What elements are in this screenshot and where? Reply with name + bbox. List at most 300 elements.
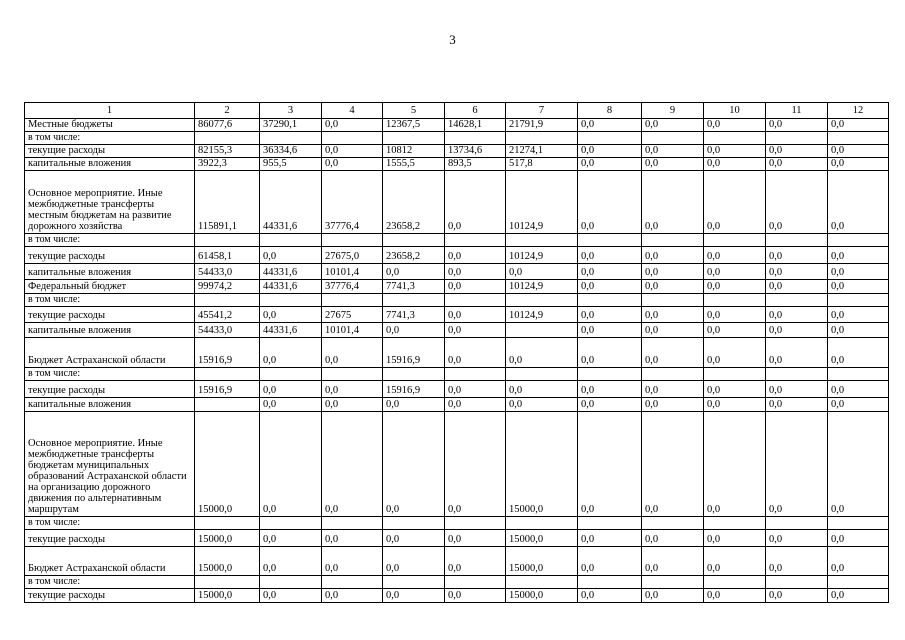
value-cell — [828, 517, 889, 530]
value-cell — [642, 132, 704, 145]
value-cell: 0,0 — [828, 145, 889, 158]
value-cell: 21274,1 — [506, 145, 578, 158]
value-cell: 0,0 — [260, 381, 322, 398]
value-cell: 27675 — [322, 307, 383, 323]
column-header: 1 — [25, 103, 195, 119]
value-cell: 0,0 — [828, 247, 889, 264]
value-cell: 0,0 — [578, 338, 642, 368]
value-cell: 54433,0 — [195, 264, 260, 280]
value-cell — [578, 132, 642, 145]
value-cell: 0,0 — [642, 338, 704, 368]
value-cell: 0,0 — [383, 589, 445, 603]
column-header: 11 — [766, 103, 828, 119]
column-header: 4 — [322, 103, 383, 119]
value-cell: 0,0 — [260, 398, 322, 412]
value-cell: 0,0 — [642, 323, 704, 338]
column-header: 5 — [383, 103, 445, 119]
value-cell: 0,0 — [578, 307, 642, 323]
value-cell: 0,0 — [445, 589, 506, 603]
value-cell: 0,0 — [828, 398, 889, 412]
value-cell: 0,0 — [322, 547, 383, 576]
value-cell: 0,0 — [260, 307, 322, 323]
value-cell — [642, 368, 704, 381]
row-label: текущие расходы — [25, 381, 195, 398]
value-cell: 0,0 — [766, 307, 828, 323]
value-cell — [766, 576, 828, 589]
table-row — [25, 589, 889, 603]
value-cell — [766, 294, 828, 307]
value-cell — [506, 234, 578, 247]
page-number: 3 — [449, 32, 456, 47]
value-cell: 0,0 — [704, 530, 766, 547]
value-cell: 0,0 — [260, 247, 322, 264]
value-cell: 44331,6 — [260, 280, 322, 294]
value-cell: 0,0 — [704, 323, 766, 338]
table-row — [25, 576, 889, 589]
value-cell: 0,0 — [445, 547, 506, 576]
value-cell: 0,0 — [766, 145, 828, 158]
value-cell: 0,0 — [578, 264, 642, 280]
row-label: Основное мероприятие. Иные межбюджетные трансферты бюджетам муниципальных образований Астраханской области на организацию дорожного движения по альтернативным маршрутам — [25, 412, 195, 517]
table-row — [25, 530, 889, 547]
value-cell — [445, 234, 506, 247]
value-cell: 0,0 — [642, 145, 704, 158]
value-cell: 37776,4 — [322, 280, 383, 294]
value-cell: 15000,0 — [506, 547, 578, 576]
column-header: 9 — [642, 103, 704, 119]
value-cell: 0,0 — [260, 530, 322, 547]
value-cell — [195, 517, 260, 530]
value-cell: 0,0 — [704, 307, 766, 323]
value-cell: 0,0 — [383, 547, 445, 576]
value-cell: 15000,0 — [506, 412, 578, 517]
value-cell — [704, 132, 766, 145]
value-cell: 0,0 — [445, 307, 506, 323]
value-cell: 15916,9 — [383, 338, 445, 368]
value-cell — [383, 234, 445, 247]
value-cell: 82155,3 — [195, 145, 260, 158]
value-cell — [260, 576, 322, 589]
value-cell: 0,0 — [704, 338, 766, 368]
value-cell: 0,0 — [578, 589, 642, 603]
value-cell: 0,0 — [445, 323, 506, 338]
column-header: 3 — [260, 103, 322, 119]
value-cell: 0,0 — [578, 119, 642, 132]
value-cell: 0,0 — [445, 412, 506, 517]
value-cell — [260, 132, 322, 145]
value-cell: 15000,0 — [195, 530, 260, 547]
value-cell: 0,0 — [322, 398, 383, 412]
row-label: Федеральный бюджет — [25, 280, 195, 294]
row-label: в том числе: — [25, 294, 195, 307]
value-cell: 517,8 — [506, 158, 578, 171]
row-label: капитальные вложения — [25, 398, 195, 412]
value-cell: 15916,9 — [383, 381, 445, 398]
value-cell — [578, 368, 642, 381]
value-cell — [578, 234, 642, 247]
value-cell: 0,0 — [828, 338, 889, 368]
row-label: текущие расходы — [25, 145, 195, 158]
value-cell: 0,0 — [828, 323, 889, 338]
table-row — [25, 517, 889, 530]
value-cell: 0,0 — [704, 145, 766, 158]
value-cell: 15000,0 — [195, 589, 260, 603]
value-cell: 0,0 — [766, 412, 828, 517]
table-row — [25, 398, 889, 412]
value-cell: 61458,1 — [195, 247, 260, 264]
value-cell: 0,0 — [322, 119, 383, 132]
column-header: 6 — [445, 103, 506, 119]
value-cell: 23658,2 — [383, 247, 445, 264]
value-cell: 0,0 — [642, 264, 704, 280]
value-cell: 0,0 — [766, 381, 828, 398]
value-cell: 0,0 — [642, 589, 704, 603]
value-cell — [195, 234, 260, 247]
value-cell: 0,0 — [704, 247, 766, 264]
value-cell — [260, 517, 322, 530]
value-cell: 0,0 — [383, 323, 445, 338]
row-label: в том числе: — [25, 234, 195, 247]
value-cell: 0,0 — [642, 247, 704, 264]
table-row — [25, 247, 889, 264]
value-cell: 0,0 — [322, 589, 383, 603]
value-cell: 0,0 — [828, 530, 889, 547]
value-cell: 10124,9 — [506, 171, 578, 234]
value-cell: 0,0 — [578, 412, 642, 517]
value-cell: 0,0 — [766, 589, 828, 603]
value-cell — [506, 323, 578, 338]
value-cell — [578, 576, 642, 589]
value-cell — [704, 294, 766, 307]
value-cell: 0,0 — [578, 398, 642, 412]
value-cell — [260, 294, 322, 307]
table-row — [25, 132, 889, 145]
value-cell: 0,0 — [828, 280, 889, 294]
row-label: текущие расходы — [25, 247, 195, 264]
value-cell — [260, 234, 322, 247]
value-cell: 0,0 — [828, 264, 889, 280]
value-cell — [506, 294, 578, 307]
value-cell: 0,0 — [828, 171, 889, 234]
value-cell — [195, 368, 260, 381]
value-cell: 86077,6 — [195, 119, 260, 132]
value-cell: 0,0 — [578, 247, 642, 264]
value-cell: 0,0 — [322, 381, 383, 398]
value-cell — [383, 368, 445, 381]
value-cell: 0,0 — [766, 530, 828, 547]
value-cell: 0,0 — [704, 119, 766, 132]
value-cell: 10124,9 — [506, 307, 578, 323]
value-cell — [383, 517, 445, 530]
value-cell — [766, 234, 828, 247]
value-cell: 0,0 — [704, 264, 766, 280]
value-cell — [445, 576, 506, 589]
table-row — [25, 307, 889, 323]
value-cell: 0,0 — [704, 280, 766, 294]
value-cell: 7741,3 — [383, 307, 445, 323]
value-cell: 0,0 — [766, 158, 828, 171]
value-cell: 54433,0 — [195, 323, 260, 338]
value-cell — [383, 294, 445, 307]
value-cell — [195, 132, 260, 145]
value-cell: 0,0 — [828, 158, 889, 171]
row-label: в том числе: — [25, 576, 195, 589]
value-cell: 0,0 — [828, 412, 889, 517]
value-cell: 893,5 — [445, 158, 506, 171]
value-cell: 0,0 — [260, 589, 322, 603]
value-cell: 10101,4 — [322, 264, 383, 280]
row-label: в том числе: — [25, 132, 195, 145]
value-cell — [642, 517, 704, 530]
value-cell: 0,0 — [383, 264, 445, 280]
value-cell: 0,0 — [578, 158, 642, 171]
value-cell — [260, 368, 322, 381]
value-cell: 0,0 — [445, 530, 506, 547]
value-cell: 0,0 — [506, 338, 578, 368]
value-cell: 0,0 — [322, 158, 383, 171]
value-cell: 0,0 — [578, 323, 642, 338]
value-cell: 0,0 — [506, 398, 578, 412]
value-cell: 0,0 — [828, 589, 889, 603]
value-cell: 0,0 — [766, 247, 828, 264]
value-cell: 23658,2 — [383, 171, 445, 234]
table-body — [25, 103, 889, 603]
value-cell — [445, 132, 506, 145]
value-cell: 15000,0 — [195, 547, 260, 576]
value-cell — [704, 368, 766, 381]
value-cell — [322, 576, 383, 589]
value-cell: 0,0 — [445, 398, 506, 412]
table-row — [25, 381, 889, 398]
value-cell: 0,0 — [828, 381, 889, 398]
value-cell: 12367,5 — [383, 119, 445, 132]
value-cell: 14628,1 — [445, 119, 506, 132]
value-cell: 0,0 — [704, 412, 766, 517]
value-cell — [704, 517, 766, 530]
value-cell: 0,0 — [260, 338, 322, 368]
value-cell — [642, 294, 704, 307]
row-label: капитальные вложения — [25, 264, 195, 280]
value-cell — [506, 576, 578, 589]
table-row — [25, 412, 889, 517]
column-header: 10 — [704, 103, 766, 119]
value-cell: 0,0 — [578, 171, 642, 234]
row-label: текущие расходы — [25, 530, 195, 547]
value-cell — [383, 132, 445, 145]
row-label: Бюджет Астраханской области — [25, 547, 195, 576]
value-cell: 0,0 — [260, 547, 322, 576]
value-cell: 27675,0 — [322, 247, 383, 264]
value-cell — [322, 517, 383, 530]
value-cell — [445, 517, 506, 530]
value-cell — [642, 234, 704, 247]
value-cell — [578, 517, 642, 530]
value-cell: 0,0 — [578, 381, 642, 398]
value-cell: 0,0 — [642, 280, 704, 294]
value-cell: 0,0 — [704, 171, 766, 234]
value-cell: 10812 — [383, 145, 445, 158]
value-cell — [766, 368, 828, 381]
table-row — [25, 145, 889, 158]
value-cell: 0,0 — [578, 280, 642, 294]
value-cell — [828, 368, 889, 381]
value-cell: 0,0 — [828, 307, 889, 323]
value-cell — [828, 576, 889, 589]
value-cell: 15000,0 — [506, 589, 578, 603]
value-cell — [766, 517, 828, 530]
value-cell: 0,0 — [506, 264, 578, 280]
table-row — [25, 323, 889, 338]
row-label: Бюджет Астраханской области — [25, 338, 195, 368]
value-cell: 1555,5 — [383, 158, 445, 171]
value-cell: 0,0 — [766, 338, 828, 368]
table-row — [25, 234, 889, 247]
value-cell: 0,0 — [766, 280, 828, 294]
value-cell: 0,0 — [445, 264, 506, 280]
column-header: 12 — [828, 103, 889, 119]
value-cell: 0,0 — [642, 307, 704, 323]
table-row — [25, 264, 889, 280]
value-cell: 0,0 — [642, 547, 704, 576]
value-cell: 44331,6 — [260, 323, 322, 338]
value-cell: 0,0 — [642, 398, 704, 412]
value-cell: 44331,6 — [260, 264, 322, 280]
value-cell — [642, 576, 704, 589]
value-cell — [445, 294, 506, 307]
value-cell: 0,0 — [704, 589, 766, 603]
value-cell: 0,0 — [642, 412, 704, 517]
value-cell: 0,0 — [383, 530, 445, 547]
value-cell: 0,0 — [766, 323, 828, 338]
value-cell: 0,0 — [445, 381, 506, 398]
value-cell: 0,0 — [445, 338, 506, 368]
value-cell — [195, 398, 260, 412]
row-label: текущие расходы — [25, 307, 195, 323]
value-cell — [195, 294, 260, 307]
value-cell: 10124,9 — [506, 247, 578, 264]
value-cell: 0,0 — [506, 381, 578, 398]
value-cell: 0,0 — [322, 338, 383, 368]
value-cell: 10124,9 — [506, 280, 578, 294]
value-cell — [828, 132, 889, 145]
value-cell: 15000,0 — [506, 530, 578, 547]
value-cell: 0,0 — [642, 171, 704, 234]
table-row — [25, 280, 889, 294]
table-row — [25, 547, 889, 576]
value-cell: 0,0 — [578, 530, 642, 547]
value-cell: 0,0 — [704, 547, 766, 576]
row-label: капитальные вложения — [25, 158, 195, 171]
value-cell: 7741,3 — [383, 280, 445, 294]
value-cell: 0,0 — [704, 398, 766, 412]
column-header: 8 — [578, 103, 642, 119]
value-cell: 0,0 — [260, 412, 322, 517]
value-cell: 0,0 — [322, 530, 383, 547]
value-cell: 0,0 — [766, 264, 828, 280]
value-cell — [195, 576, 260, 589]
row-label: в том числе: — [25, 368, 195, 381]
value-cell — [322, 132, 383, 145]
value-cell: 0,0 — [642, 381, 704, 398]
value-cell: 115891,1 — [195, 171, 260, 234]
value-cell: 955,5 — [260, 158, 322, 171]
value-cell — [322, 234, 383, 247]
value-cell: 0,0 — [642, 158, 704, 171]
value-cell: 0,0 — [766, 398, 828, 412]
value-cell: 45541,2 — [195, 307, 260, 323]
value-cell — [445, 368, 506, 381]
row-label: Основное мероприятие. Иные межбюджетные трансферты местным бюджетам на развитие дорожного хозяйства — [25, 171, 195, 234]
row-label: капитальные вложения — [25, 323, 195, 338]
value-cell — [766, 132, 828, 145]
value-cell: 10101,4 — [322, 323, 383, 338]
value-cell: 21791,9 — [506, 119, 578, 132]
table-row — [25, 158, 889, 171]
value-cell — [383, 576, 445, 589]
value-cell: 37290,1 — [260, 119, 322, 132]
value-cell — [578, 294, 642, 307]
value-cell: 13734,6 — [445, 145, 506, 158]
value-cell: 0,0 — [383, 398, 445, 412]
value-cell: 0,0 — [383, 412, 445, 517]
value-cell: 0,0 — [578, 547, 642, 576]
value-cell: 0,0 — [445, 247, 506, 264]
value-cell: 15000,0 — [195, 412, 260, 517]
row-label: текущие расходы — [25, 589, 195, 603]
value-cell — [704, 576, 766, 589]
value-cell: 36334,6 — [260, 145, 322, 158]
value-cell: 37776,4 — [322, 171, 383, 234]
value-cell: 3922,3 — [195, 158, 260, 171]
value-cell — [506, 368, 578, 381]
value-cell: 0,0 — [322, 145, 383, 158]
value-cell — [506, 517, 578, 530]
table-row — [25, 119, 889, 132]
table-row — [25, 368, 889, 381]
value-cell: 15916,9 — [195, 381, 260, 398]
value-cell: 0,0 — [766, 119, 828, 132]
budget-table — [24, 102, 889, 603]
value-cell — [322, 294, 383, 307]
value-cell — [506, 132, 578, 145]
value-cell: 0,0 — [578, 145, 642, 158]
value-cell: 0,0 — [766, 547, 828, 576]
value-cell — [828, 234, 889, 247]
value-cell: 0,0 — [704, 381, 766, 398]
value-cell: 0,0 — [828, 119, 889, 132]
value-cell — [322, 368, 383, 381]
row-label: в том числе: — [25, 517, 195, 530]
value-cell: 0,0 — [766, 171, 828, 234]
value-cell: 0,0 — [642, 530, 704, 547]
value-cell: 15916,9 — [195, 338, 260, 368]
value-cell: 0,0 — [445, 280, 506, 294]
table-row — [25, 171, 889, 234]
value-cell: 0,0 — [642, 119, 704, 132]
value-cell — [704, 234, 766, 247]
value-cell: 0,0 — [445, 171, 506, 234]
row-label: Местные бюджеты — [25, 119, 195, 132]
column-header: 7 — [506, 103, 578, 119]
value-cell: 0,0 — [828, 547, 889, 576]
value-cell: 0,0 — [704, 158, 766, 171]
table-row — [25, 294, 889, 307]
value-cell — [828, 294, 889, 307]
header-row — [25, 103, 889, 119]
value-cell: 0,0 — [322, 412, 383, 517]
column-header: 2 — [195, 103, 260, 119]
value-cell: 99974,2 — [195, 280, 260, 294]
